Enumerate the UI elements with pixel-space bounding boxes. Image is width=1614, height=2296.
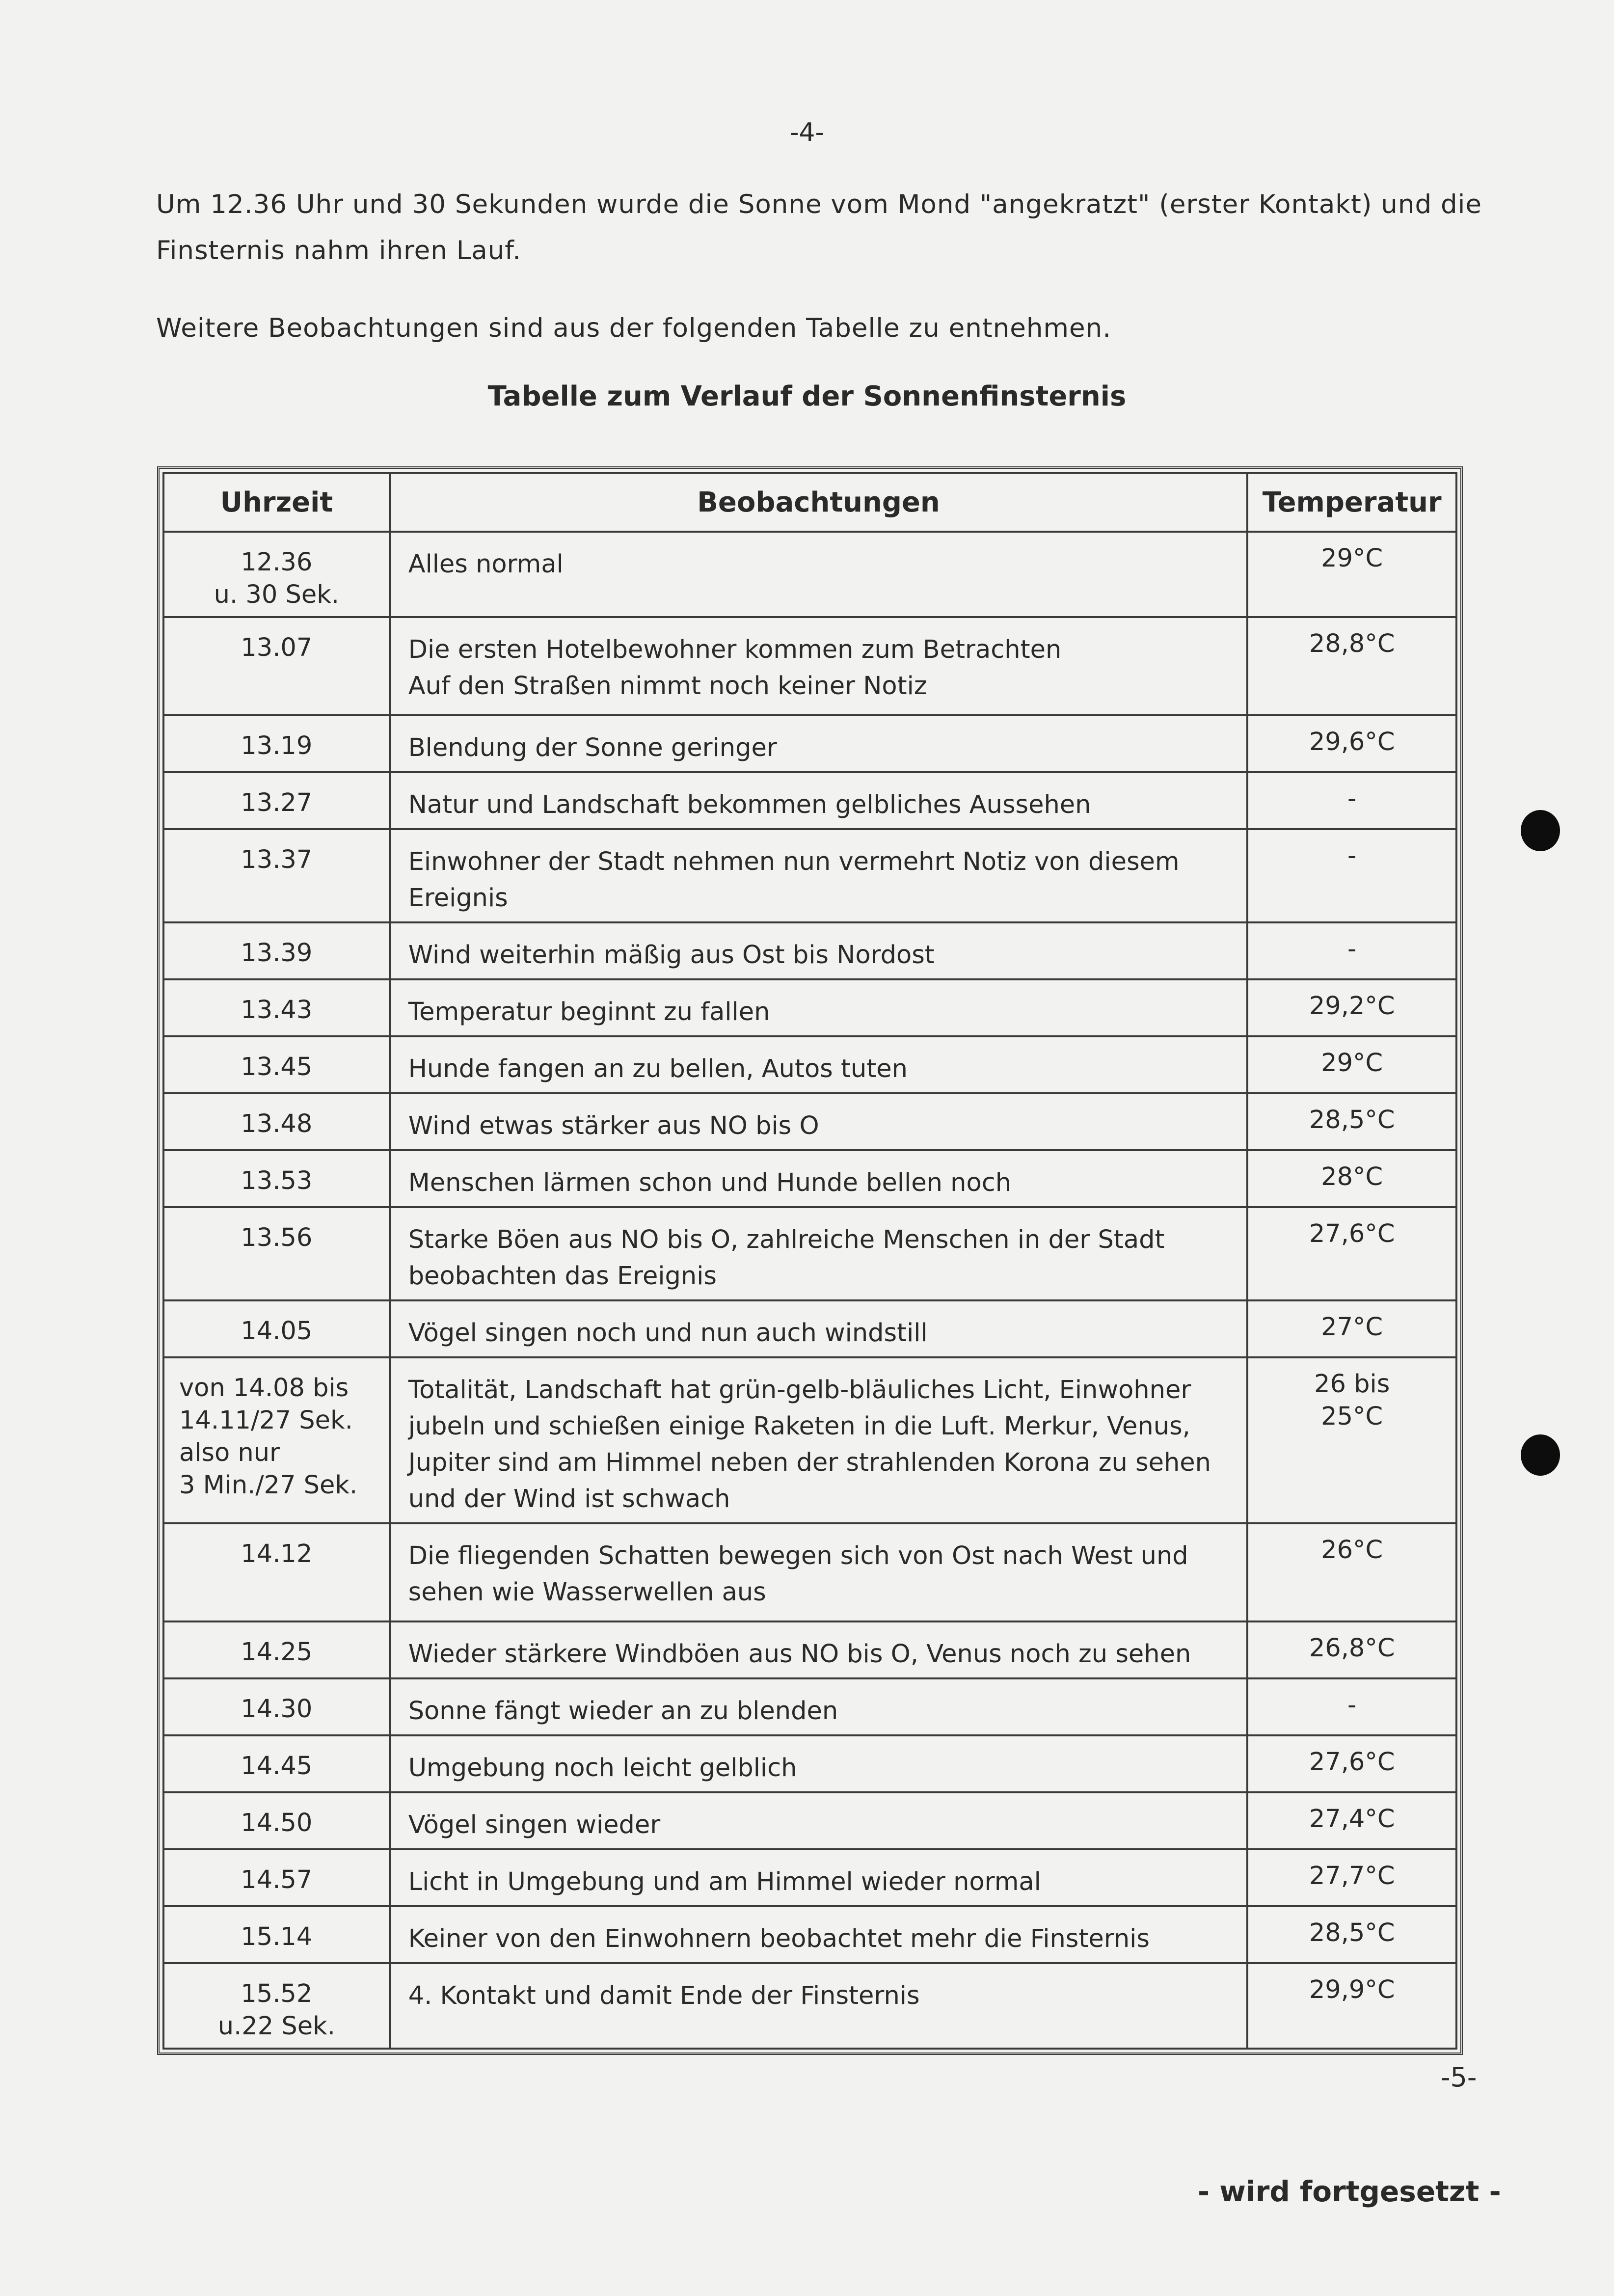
row-time: 14.57 xyxy=(163,1849,390,1906)
punch-hole xyxy=(1521,1434,1560,1476)
row-time: 13.48 xyxy=(163,1093,390,1150)
table-row xyxy=(163,1735,1456,1792)
table-row xyxy=(163,772,1456,829)
row-observation: Wieder stärkere Windböen aus NO bis O, Venus noch zu sehen xyxy=(390,1621,1248,1678)
table-row xyxy=(163,1523,1456,1621)
table-row xyxy=(163,1792,1456,1849)
row-time: 13.27 xyxy=(163,772,390,829)
row-temperature: 29,2°C xyxy=(1247,979,1456,1036)
table-row xyxy=(163,1906,1456,1963)
table-row xyxy=(163,1207,1456,1300)
row-temperature: 27,6°C xyxy=(1247,1735,1456,1792)
row-time: 14.50 xyxy=(163,1792,390,1849)
row-observation: Blendung der Sonne geringer xyxy=(390,715,1248,772)
row-temperature: 29°C xyxy=(1247,532,1456,617)
row-observation: 4. Kontakt und damit Ende der Finsternis xyxy=(390,1963,1248,2049)
row-observation: Die ersten Hotelbewohner kommen zum Betrachten Auf den Straßen nimmt noch keiner Notiz xyxy=(390,617,1248,715)
observation-table xyxy=(157,466,1463,2055)
header-observation: Beobachtungen xyxy=(390,473,1248,532)
row-observation: Einwohner der Stadt nehmen nun vermehrt Notiz von diesem Ereignis xyxy=(390,829,1248,922)
table-row xyxy=(163,715,1456,772)
table-row xyxy=(163,1150,1456,1207)
row-time: 13.56 xyxy=(163,1207,390,1300)
row-time: 14.25 xyxy=(163,1621,390,1678)
row-observation: Keiner von den Einwohnern beobachtet mehr die Finsternis xyxy=(390,1906,1248,1963)
row-temperature: 28,5°C xyxy=(1247,1906,1456,1963)
row-observation: Menschen lärmen schon und Hunde bellen noch xyxy=(390,1150,1248,1207)
table-row xyxy=(163,922,1456,979)
row-temperature: - xyxy=(1247,772,1456,829)
intro-paragraph: Um 12.36 Uhr und 30 Sekunden wurde die Sonne vom Mond "angekratzt" (erster Kontakt) und die Finsternis nahm ihren Lauf. xyxy=(156,189,1482,266)
row-temperature: - xyxy=(1247,829,1456,922)
table-row xyxy=(163,1621,1456,1678)
row-time: 13.07 xyxy=(163,617,390,715)
table-row xyxy=(163,1678,1456,1735)
row-observation: Wind etwas stärker aus NO bis O xyxy=(390,1093,1248,1150)
row-observation: Vögel singen noch und nun auch windstill xyxy=(390,1300,1248,1357)
table-header-row xyxy=(163,473,1456,532)
row-observation: Totalität, Landschaft hat grün-gelb-bläuliches Licht, Einwohner jubeln und schießen einige Raketen in die Luft. Merkur, Venus, Jupiter sind am Himmel neben der strahlenden Korona zu sehen und der Wind ist schwach xyxy=(390,1357,1248,1523)
row-observation: Temperatur beginnt zu fallen xyxy=(390,979,1248,1036)
row-observation: Alles normal xyxy=(390,532,1248,617)
row-time: 13.45 xyxy=(163,1036,390,1093)
row-observation: Natur und Landschaft bekommen gelbliches Aussehen xyxy=(390,772,1248,829)
row-temperature: 28,5°C xyxy=(1247,1093,1456,1150)
table-row xyxy=(163,532,1456,617)
row-observation: Die fliegenden Schatten bewegen sich von Ost nach West und sehen wie Wasserwellen aus xyxy=(390,1523,1248,1621)
row-temperature: 27,7°C xyxy=(1247,1849,1456,1906)
row-time: 14.45 xyxy=(163,1735,390,1792)
row-time: 15.52 u.22 Sek. xyxy=(163,1963,390,2049)
row-time: 13.19 xyxy=(163,715,390,772)
row-time: 13.39 xyxy=(163,922,390,979)
table-title: Tabelle zum Verlauf der Sonnenfinsternis xyxy=(487,380,1127,412)
row-temperature: 26°C xyxy=(1247,1523,1456,1621)
table-row xyxy=(163,979,1456,1036)
row-temperature: 26,8°C xyxy=(1247,1621,1456,1678)
row-temperature: - xyxy=(1247,922,1456,979)
page-number: -4- xyxy=(789,118,825,147)
table-row xyxy=(163,1036,1456,1093)
table-row xyxy=(163,1093,1456,1150)
table-row xyxy=(163,1300,1456,1357)
next-page-marker: -5- xyxy=(1441,2062,1477,2093)
row-observation: Vögel singen wieder xyxy=(390,1792,1248,1849)
row-observation: Starke Böen aus NO bis O, zahlreiche Menschen in der Stadt beobachten das Ereignis xyxy=(390,1207,1248,1300)
continued-note: - wird fortgesetzt - xyxy=(1198,2175,1501,2208)
row-time: 12.36 u. 30 Sek. xyxy=(163,532,390,617)
row-temperature: - xyxy=(1247,1678,1456,1735)
row-temperature: 28°C xyxy=(1247,1150,1456,1207)
row-temperature: 27°C xyxy=(1247,1300,1456,1357)
row-temperature: 26 bis 25°C xyxy=(1247,1357,1456,1523)
row-time: von 14.08 bis 14.11/27 Sek. also nur 3 Min./27 Sek. xyxy=(163,1357,390,1523)
row-temperature: 28,8°C xyxy=(1247,617,1456,715)
row-temperature: 27,4°C xyxy=(1247,1792,1456,1849)
row-time: 14.12 xyxy=(163,1523,390,1621)
table-row xyxy=(163,617,1456,715)
punch-hole xyxy=(1521,810,1560,851)
row-temperature: 27,6°C xyxy=(1247,1207,1456,1300)
row-time: 15.14 xyxy=(163,1906,390,1963)
row-time: 14.30 xyxy=(163,1678,390,1735)
row-observation: Wind weiterhin mäßig aus Ost bis Nordost xyxy=(390,922,1248,979)
header-time: Uhrzeit xyxy=(163,473,390,532)
table-row xyxy=(163,829,1456,922)
row-observation: Sonne fängt wieder an zu blenden xyxy=(390,1678,1248,1735)
row-time: 13.37 xyxy=(163,829,390,922)
row-temperature: 29°C xyxy=(1247,1036,1456,1093)
second-paragraph: Weitere Beobachtungen sind aus der folgenden Tabelle zu entnehmen. xyxy=(156,313,1112,343)
row-temperature: 29,6°C xyxy=(1247,715,1456,772)
row-temperature: 29,9°C xyxy=(1247,1963,1456,2049)
row-time: 13.43 xyxy=(163,979,390,1036)
row-time: 14.05 xyxy=(163,1300,390,1357)
row-observation: Licht in Umgebung und am Himmel wieder normal xyxy=(390,1849,1248,1906)
header-temperature: Temperatur xyxy=(1247,473,1456,532)
table-row xyxy=(163,1357,1456,1523)
table-row xyxy=(163,1849,1456,1906)
table-row xyxy=(163,1963,1456,2049)
row-observation: Umgebung noch leicht gelblich xyxy=(390,1735,1248,1792)
row-time: 13.53 xyxy=(163,1150,390,1207)
row-observation: Hunde fangen an zu bellen, Autos tuten xyxy=(390,1036,1248,1093)
